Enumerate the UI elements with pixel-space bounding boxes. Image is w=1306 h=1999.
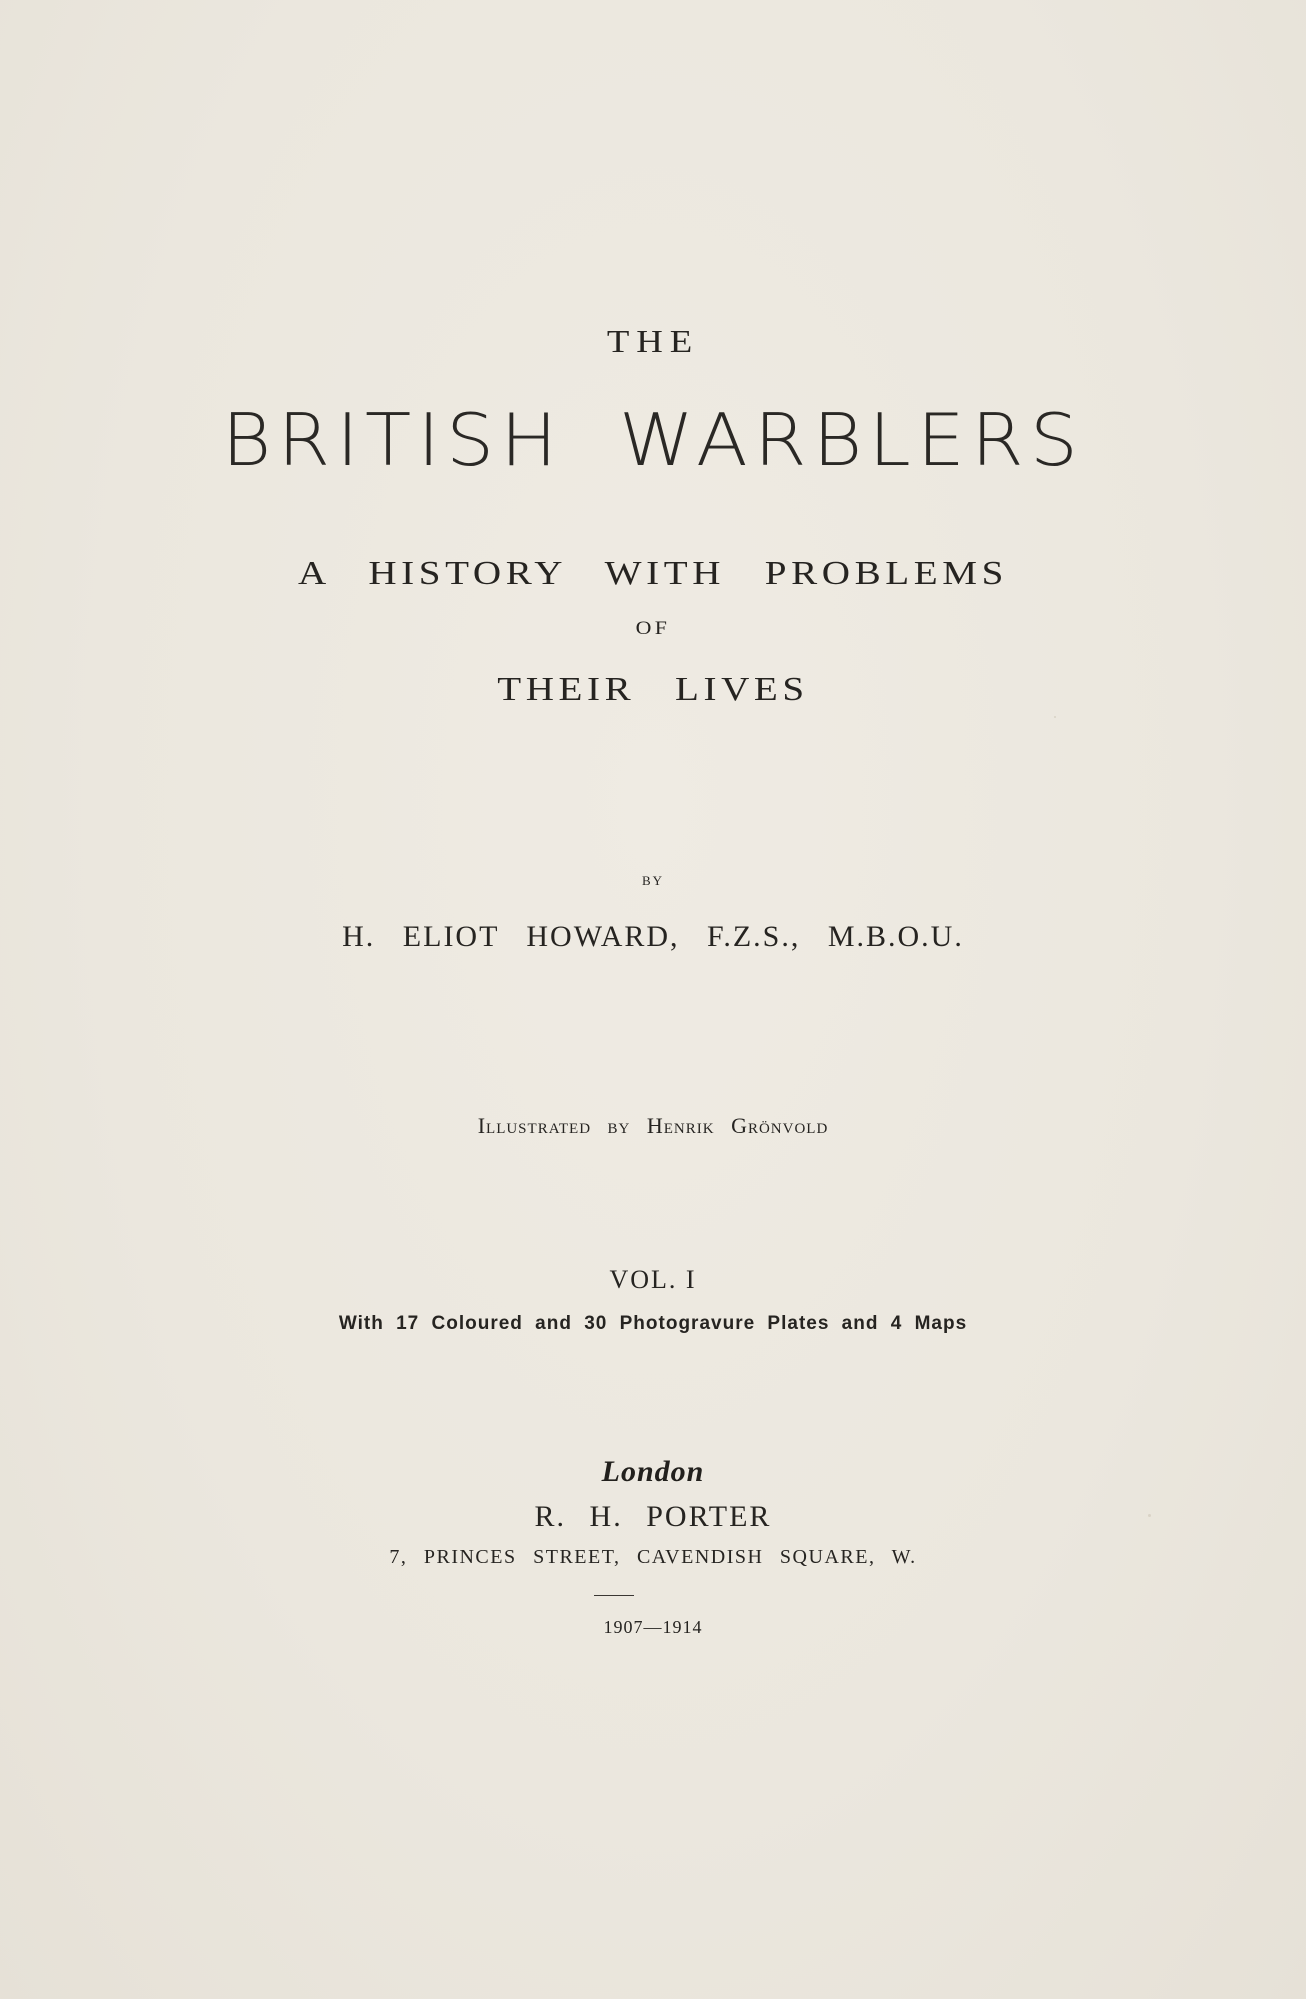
author-name: H. ELIOT HOWARD, F.Z.S., M.B.O.U. [342, 920, 964, 953]
publication-city: London [601, 1455, 705, 1488]
by-label: BY [641, 873, 665, 888]
publisher-address: 7, PRINCES STREET, CAVENDISH SQUARE, W. [389, 1546, 917, 1568]
subtitle-line-2: THEIR LIVES [497, 671, 809, 708]
volume-number: VOL. I [609, 1265, 697, 1294]
subtitle-of: OF [635, 618, 671, 639]
book-title: BRITISH WARBLERS [221, 398, 1085, 482]
paper-speck [1054, 716, 1056, 718]
title-article: THE [606, 323, 700, 359]
divider-rule [594, 1595, 634, 1596]
illustrator-credit: Illustrated by Henrik Grönvold [477, 1113, 829, 1138]
subtitle-line-1: A HISTORY WITH PROBLEMS [297, 555, 1008, 592]
publisher-name: R. H. PORTER [534, 1500, 772, 1533]
plates-note: With 17 Coloured and 30 Photogravure Plates and 4 Maps [338, 1313, 968, 1334]
publication-years: 1907—1914 [603, 1617, 703, 1637]
